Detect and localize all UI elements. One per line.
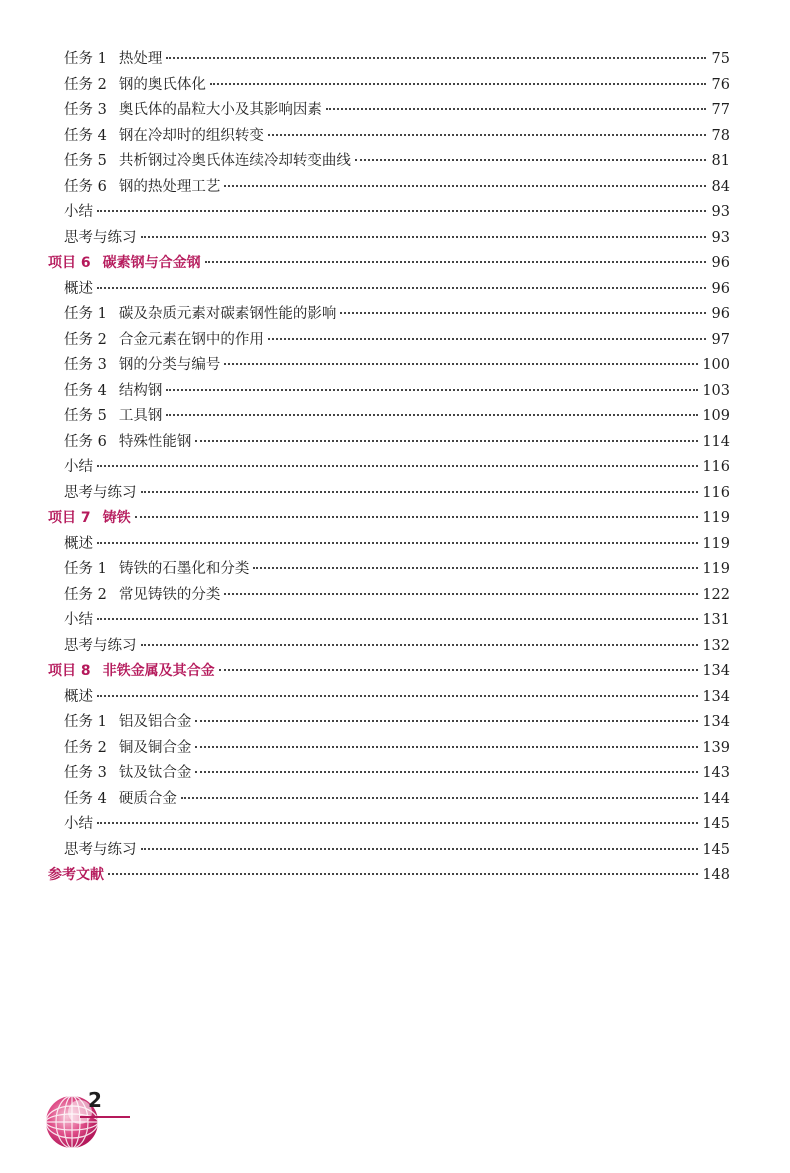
- toc-entry-row: [48, 557, 730, 583]
- toc-entry-row: [48, 685, 730, 711]
- toc-leader-dots: [141, 644, 699, 646]
- toc-leader-dots: [97, 695, 698, 697]
- toc-page-number: 131: [702, 612, 730, 628]
- toc-leader-dots: [340, 312, 706, 314]
- page-number-underline: [80, 1116, 130, 1118]
- toc-leader-dots: [195, 746, 698, 748]
- toc-leader-dots: [181, 797, 698, 799]
- toc-entry-title: 小结: [64, 459, 93, 475]
- toc-entry-row: [48, 226, 730, 252]
- toc-leader-dots: [141, 848, 699, 850]
- toc-entry-row: [48, 328, 730, 354]
- toc-leader-dots: [166, 414, 698, 416]
- toc-page-number: 96: [711, 255, 730, 271]
- toc-leader-dots: [97, 287, 706, 289]
- toc-page-number: 116: [702, 484, 730, 501]
- toc-chapter-row: [48, 659, 730, 685]
- toc-entry-row: [48, 481, 730, 507]
- toc-entry-label: 任务 5: [64, 408, 107, 424]
- toc-entry-label: 任务 6: [64, 433, 107, 450]
- toc-entry-label: 项目 7: [48, 510, 91, 526]
- toc-page-number: 119: [702, 510, 730, 526]
- toc-leader-dots: [97, 465, 698, 467]
- toc-entry-row: [48, 302, 730, 328]
- toc-leader-dots: [210, 83, 706, 85]
- toc-page-number: 96: [711, 280, 730, 297]
- toc-entry-title: 非铁金属及其合金: [102, 663, 215, 679]
- toc-leader-dots: [97, 822, 698, 824]
- toc-entry-label: 任务 4: [64, 382, 107, 399]
- toc-entry-title: 思考与练习: [64, 484, 137, 501]
- toc-entry-row: [48, 379, 730, 405]
- toc-entry-row: [48, 455, 730, 481]
- toc-entry-title: 概述: [64, 535, 93, 552]
- toc-entry-title: 铜及铜合金: [118, 739, 192, 756]
- toc-leader-dots: [141, 491, 699, 493]
- toc-entry-title: 常见铸铁的分类: [118, 586, 221, 603]
- toc-entry-title: 钢的分类与编号: [118, 357, 221, 373]
- toc-page-number: 84: [711, 178, 730, 195]
- toc-entry-row: [48, 404, 730, 430]
- toc-entry-row: [48, 73, 730, 99]
- toc-entry-title: 思考与练习: [64, 841, 137, 858]
- page-number: 2: [88, 1088, 102, 1112]
- toc-page-number: 78: [711, 127, 730, 144]
- toc-leader-dots: [224, 593, 698, 595]
- toc-leader-dots: [141, 236, 707, 238]
- toc-entry-label: 任务 6: [64, 178, 107, 195]
- toc-page-number: 96: [711, 306, 730, 322]
- toc-leader-dots: [97, 210, 706, 212]
- toc-entry-label: 任务 2: [64, 586, 107, 603]
- toc-entry-row: [48, 710, 730, 736]
- toc-entry-row: [48, 583, 730, 609]
- toc-page-number: 134: [702, 663, 730, 679]
- toc-page-number: 134: [702, 688, 730, 705]
- toc-entry-label: 项目 8: [48, 663, 91, 679]
- toc-entry-title: 钢的奥氏体化: [118, 76, 206, 93]
- toc-entry-label: 任务 1: [64, 561, 107, 577]
- toc-page-number: 100: [702, 357, 730, 373]
- toc-leader-dots: [326, 108, 706, 110]
- toc-page-number: 76: [711, 76, 730, 93]
- toc-entry-title: 钢在冷却时的组织转变: [118, 127, 264, 144]
- toc-entry-title: 奥氏体的晶粒大小及其影响因素: [118, 102, 322, 118]
- toc-leader-dots: [97, 618, 698, 620]
- toc-entry-label: 任务 3: [64, 357, 107, 373]
- toc-leader-dots: [268, 134, 706, 136]
- toc-entry-row: [48, 277, 730, 303]
- toc-entry-title: 合金元素在钢中的作用: [118, 331, 264, 348]
- toc-chapter-row: [48, 506, 730, 532]
- toc-entry-title: 钛及钛合金: [118, 765, 192, 781]
- toc-chapter-row: [48, 251, 730, 277]
- toc-entry-label: 任务 2: [64, 739, 107, 756]
- toc-leader-dots: [166, 389, 698, 391]
- toc-page-number: 119: [702, 561, 730, 577]
- toc-leader-dots: [355, 159, 706, 161]
- toc-leader-dots: [224, 185, 706, 187]
- toc-page-number: 114: [702, 433, 730, 450]
- toc-leader-dots: [268, 338, 706, 340]
- toc-page-number: 75: [711, 51, 730, 67]
- toc-entry-title: 结构钢: [118, 382, 163, 399]
- toc-leader-dots: [135, 516, 699, 518]
- toc-page-number: 143: [702, 765, 730, 781]
- toc-entry-row: [48, 838, 730, 864]
- toc-entry-label: 任务 2: [64, 331, 107, 348]
- toc-page-number: 93: [711, 229, 730, 246]
- toc-entry-row: [48, 787, 730, 813]
- toc-entry-title: 热处理: [118, 51, 163, 67]
- toc-entry-title: 概述: [64, 688, 93, 705]
- toc-page-number: 77: [711, 102, 730, 118]
- toc-entry-title: 共析钢过冷奥氏体连续冷却转变曲线: [118, 153, 351, 169]
- toc-entry-title: 思考与练习: [64, 229, 137, 246]
- toc-entry-label: 任务 4: [64, 790, 107, 807]
- toc-entry-title: 小结: [64, 816, 93, 832]
- toc-leader-dots: [219, 669, 699, 671]
- toc-entry-label: 任务 1: [64, 51, 107, 67]
- toc-chapter-row: [48, 863, 730, 889]
- toc-page-number: 148: [702, 867, 730, 883]
- toc-entry-title: 钢的热处理工艺: [118, 178, 221, 195]
- toc-entry-title: 概述: [64, 280, 93, 297]
- toc-entry-row: [48, 149, 730, 175]
- toc-leader-dots: [97, 542, 698, 544]
- toc-entry-title: 铸铁: [102, 510, 131, 526]
- toc-page-number: 103: [702, 382, 730, 399]
- toc-entry-row: [48, 634, 730, 660]
- toc-entry-title: 特殊性能钢: [118, 433, 192, 450]
- toc-entry-label: 任务 2: [64, 76, 107, 93]
- toc-entry-row: [48, 608, 730, 634]
- toc-leader-dots: [166, 57, 706, 59]
- toc-entry-title: 思考与练习: [64, 637, 137, 654]
- toc-page-number: 134: [702, 714, 730, 730]
- toc-page-number: 109: [702, 408, 730, 424]
- toc-entry-title: 参考文献: [48, 867, 104, 883]
- toc-entry-row: [48, 736, 730, 762]
- toc-entry-row: [48, 47, 730, 73]
- toc-leader-dots: [224, 363, 698, 365]
- toc-entry-row: [48, 175, 730, 201]
- toc-leader-dots: [205, 261, 706, 263]
- toc-page-number: 93: [711, 204, 730, 220]
- toc-entry-title: 工具钢: [118, 408, 163, 424]
- toc-page-number: 145: [702, 841, 730, 858]
- toc-entry-label: 任务 4: [64, 127, 107, 144]
- toc-entry-title: 小结: [64, 204, 93, 220]
- toc-entry-title: 硬质合金: [118, 790, 177, 807]
- toc-entry-label: 项目 6: [48, 255, 91, 271]
- toc-entry-title: 铝及铝合金: [118, 714, 192, 730]
- toc-leader-dots: [195, 720, 698, 722]
- toc-entry-row: [48, 98, 730, 124]
- table-of-contents: [48, 47, 730, 889]
- toc-entry-row: [48, 532, 730, 558]
- toc-entry-title: 碳素钢与合金钢: [102, 255, 201, 271]
- toc-page-number: 97: [711, 331, 730, 348]
- toc-entry-label: 任务 3: [64, 102, 107, 118]
- toc-entry-label: 任务 3: [64, 765, 107, 781]
- toc-page-number: 116: [702, 459, 730, 475]
- toc-entry-row: [48, 353, 730, 379]
- toc-entry-label: 任务 1: [64, 306, 107, 322]
- toc-entry-row: [48, 812, 730, 838]
- toc-page-number: 145: [702, 816, 730, 832]
- toc-entry-label: 任务 1: [64, 714, 107, 730]
- toc-entry-row: [48, 761, 730, 787]
- toc-leader-dots: [108, 873, 698, 875]
- toc-page-number: 132: [702, 637, 730, 654]
- toc-entry-title: 小结: [64, 612, 93, 628]
- toc-entry-row: [48, 124, 730, 150]
- toc-leader-dots: [195, 440, 698, 442]
- toc-entry-row: [48, 200, 730, 226]
- toc-page-number: 139: [702, 739, 730, 756]
- toc-entry-title: 碳及杂质元素对碳素钢性能的影响: [118, 306, 337, 322]
- toc-page-number: 122: [702, 586, 730, 603]
- toc-entry-title: 铸铁的石墨化和分类: [118, 561, 250, 577]
- toc-page-number: 81: [711, 153, 730, 169]
- toc-page-number: 119: [702, 535, 730, 552]
- toc-leader-dots: [253, 567, 698, 569]
- toc-page-number: 144: [702, 790, 730, 807]
- toc-entry-row: [48, 430, 730, 456]
- toc-entry-label: 任务 5: [64, 153, 107, 169]
- toc-leader-dots: [195, 771, 698, 773]
